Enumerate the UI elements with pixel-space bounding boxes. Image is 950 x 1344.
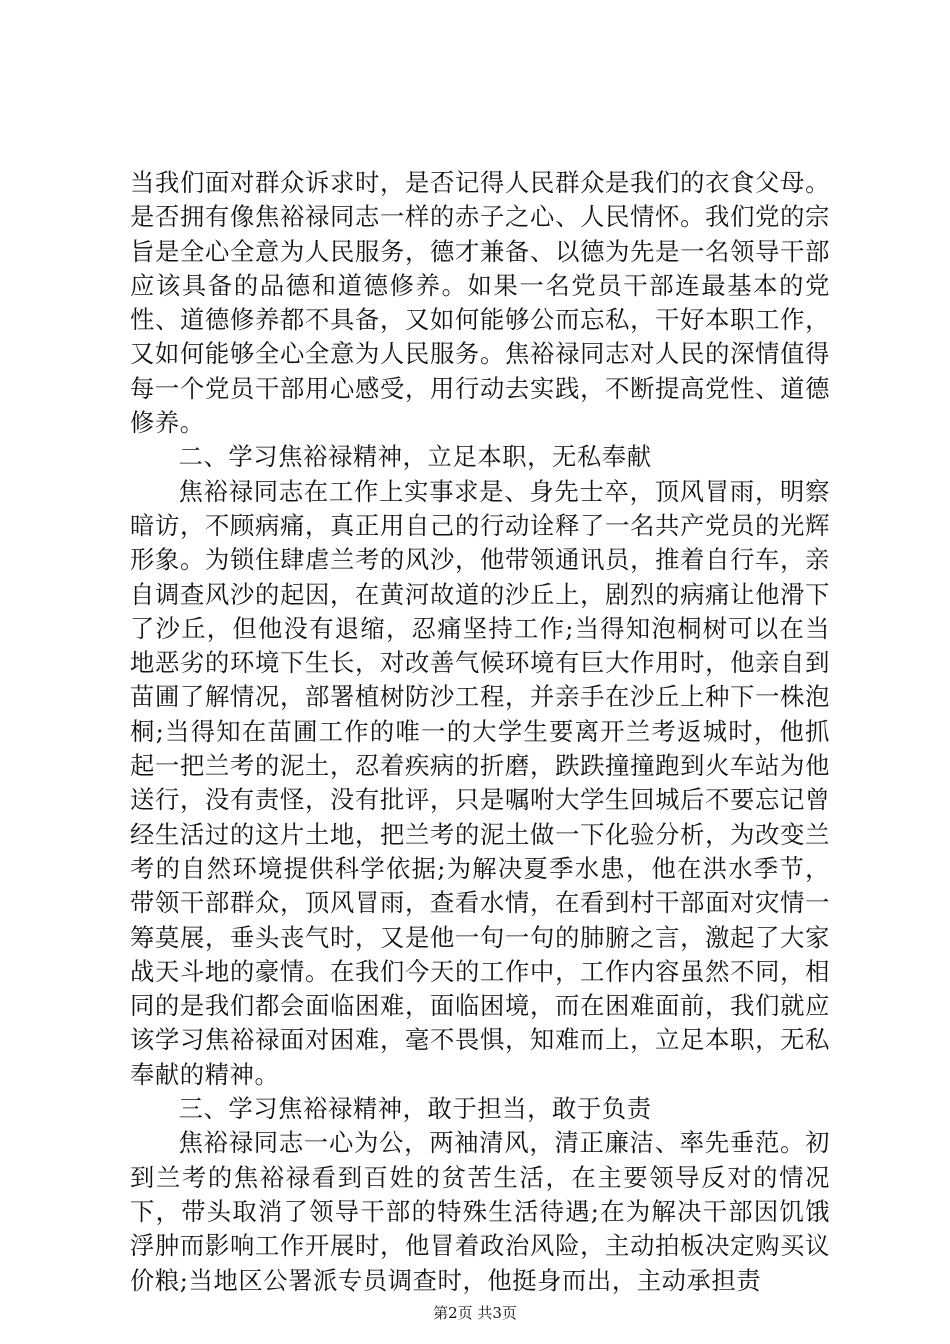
page-number-footer: 第2页 共3页 bbox=[433, 1304, 517, 1322]
section-heading-2: 二、学习焦裕禄精神，立足本职，无私奉献 bbox=[178, 442, 652, 472]
section-heading-3: 三、学习焦裕禄精神，敢于担当，敢于负责 bbox=[178, 1094, 652, 1124]
document-body bbox=[130, 166, 830, 1298]
paragraph-intro: 当我们面对群众诉求时，是否记得人民群众是我们的衣食父母。是否拥有像焦裕禄同志一样的赤子之心、人民情怀。我们党的宗旨是全心全意为人民服务，德才兼备、以德为先是一名领导干部应该具备的品德和道德修养。如果一名党员干部连最基本的党性、道德修养都不具备，又如何能够公而忘私，干好本职工作，又如何能够全心全意为人民服务。焦裕禄同志对人民的深情值得每一个党员干部用心感受，用行动去实践，不断提高党性、道德修养。 bbox=[130, 168, 830, 438]
paragraph-section-3: 焦裕禄同志一心为公，两袖清风，清正廉洁、率先垂范。初到兰考的焦裕禄看到百姓的贫苦生活，在主要领导反对的情况下，带头取消了领导干部的特殊生活待遇;在为解决干部因饥饿浮肿而影响工作开展时，他冒着政治风险，主动拍板决定购买议价粮;当地区公署派专员调查时，他挺身而出，主动承担责 bbox=[130, 1128, 830, 1295]
paragraph-section-2: 焦裕禄同志在工作上实事求是、身先士卒，顶风冒雨，明察暗访，不顾病痛，真正用自己的行动诠释了一名共产党员的光辉形象。为锁住肆虐兰考的风沙，他带领通讯员，推着自行车，亲自调查风沙的起因，在黄河故道的沙丘上，剧烈的病痛让他滑下了沙丘，但他没有退缩，忍痛坚持工作;当得知泡桐树可以在当地恶劣的环境下生长，对改善气候环境有巨大作用时，他亲自到苗圃了解情况，部署植树防沙工程，并亲手在沙丘上种下一株泡桐;当得知在苗圃工作的唯一的大学生要离开兰考返城时，他抓起一把兰考的泥土，忍着疾病的折磨，跌跌撞撞跑到火车站为他送行，没有责怪，没有批评，只是嘱咐大学生回城后不要忘记曾经生活过的这片土地，把兰考的泥土做一下化验分析，为改变兰考的自然环境提供科学依据;为解决夏季水患，他在洪水季节，带领干部群众，顶风冒雨，查看水情，在看到村干部面对灾情一筹莫展，垂头丧气时，又是他一句一句的肺腑之言，激起了大家战天斗地的豪情。在我们今天的工作中，工作内容虽然不同，相同的是我们都会面临困难，面临困境，而在困难面前，我们就应该学习焦裕禄面对困难，毫不畏惧，知难而上，立足本职，无私奉献的精神。 bbox=[130, 476, 830, 1089]
